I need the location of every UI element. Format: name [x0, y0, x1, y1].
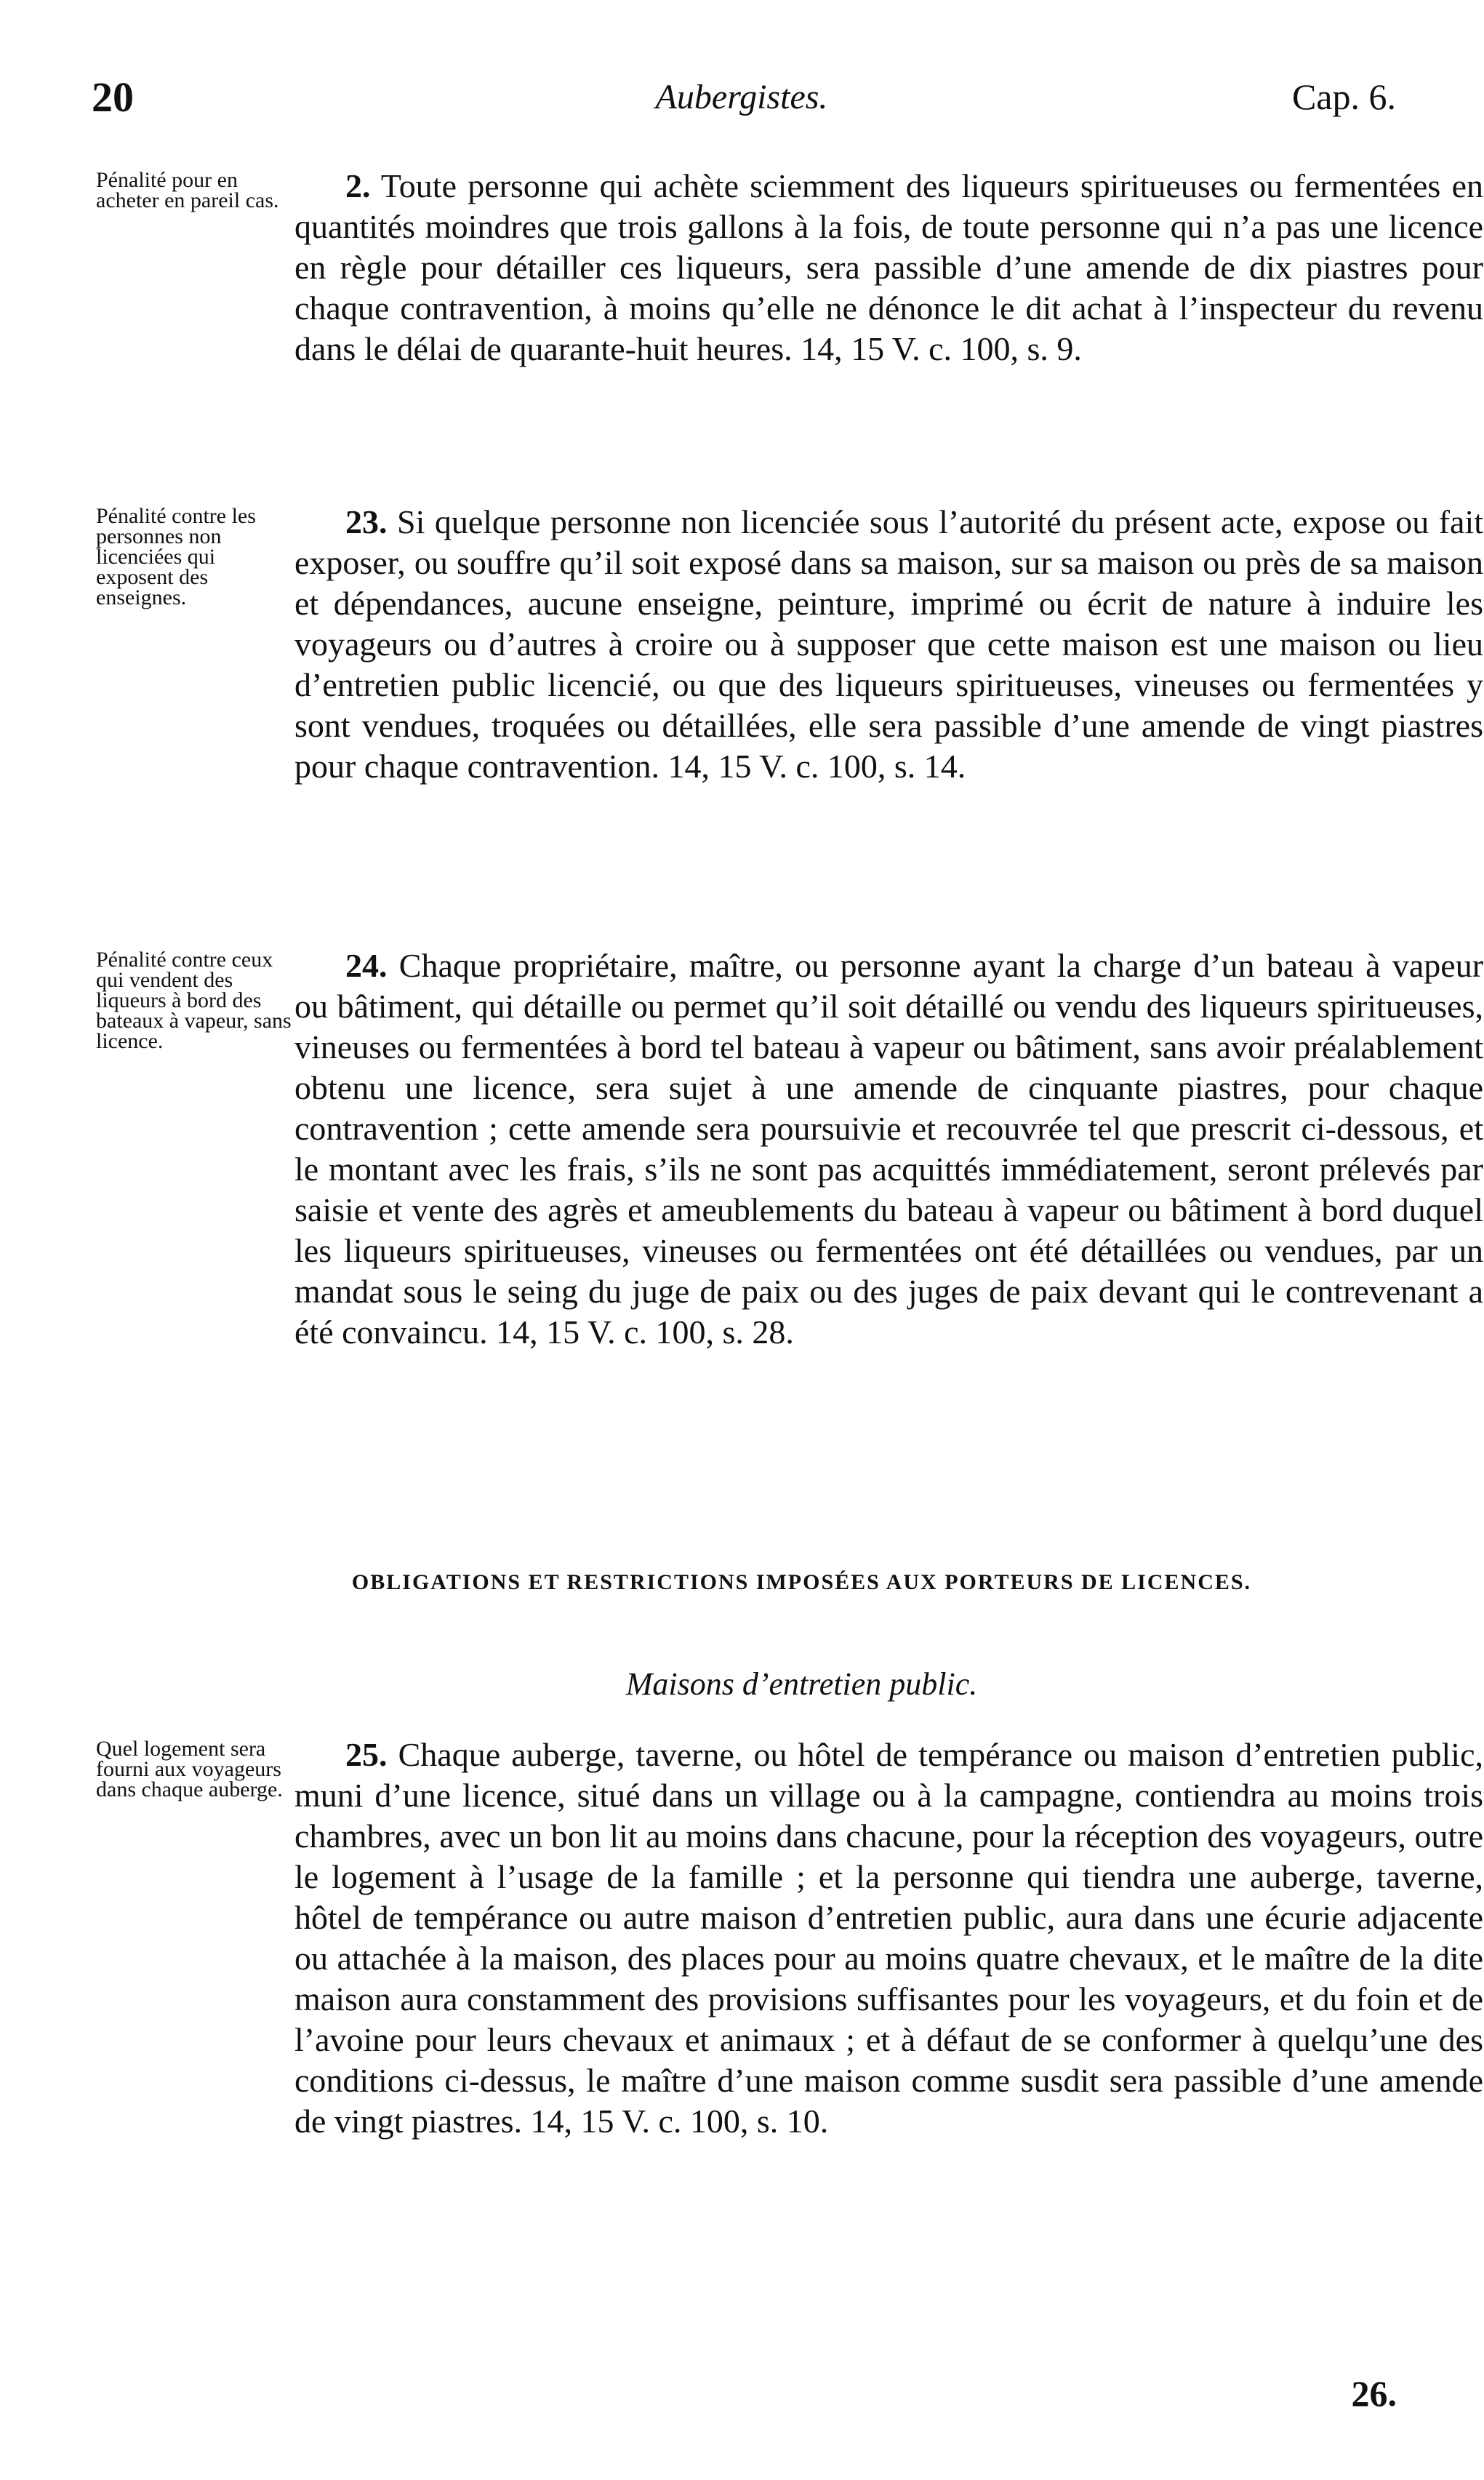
- section-heading: OBLIGATIONS ET RESTRICTIONS IMPOSÉES AUX PORTEURS DE LICENCES.: [351, 1570, 1252, 1594]
- article-body: [294, 166, 1483, 369]
- margin-note: Pénalité pour en acheter en pareil cas.: [96, 168, 279, 212]
- article-body: [294, 502, 1483, 787]
- article-citation: 14, 15 V. c. 100, s. 9.: [801, 330, 1082, 367]
- margin-note: Pénalité contre les personnes non licenciées qui exposent des enseignes.: [96, 504, 256, 609]
- article-citation: 14, 15 V. c. 100, s. 14.: [667, 748, 966, 785]
- page-number: 20: [92, 73, 134, 121]
- catchword: 26.: [1351, 2373, 1397, 2414]
- article-number: 25.: [345, 1736, 388, 1773]
- margin-note: Quel logement sera fourni aux voyageurs dans chaque auberge.: [96, 1737, 283, 1801]
- article-body: [294, 1735, 1483, 2142]
- margin-note: Pénalité contre ceux qui vendent des liqueurs à bord des bateaux à vapeur, sans licence.: [96, 948, 292, 1053]
- article-body: [294, 945, 1483, 1353]
- article-text: Chaque propriétaire, maître, ou personne ayant la charge d’un bateau à vapeur ou bâtiment, qui détaille ou permet qu’il soit détaillé ou vendu des liqueurs spiritueuses, vineuses ou fermentées à bord tel bateau à vapeur ou bâtiment, sans avoir préalablement obtenu une licence, sera sujet à une amende de cinquante piastres, pour chaque contravention ; cette amende sera poursuivie et recouvrée tel que prescrit ci-dessous, et le montant avec les frais, s’ils ne sont pas acquittés immédiatement, seront prélevés par saisie et vente des agrès et ameublements du bateau à vapeur ou bâtiment à bord duquel les liqueurs spiritueuses, vineuses ou fermentées ont été détaillées ou vendues, par un mandat sous le seing du juge de paix ou des juges de paix devant qui le contrevenant a été convaincu.: [294, 947, 1484, 1351]
- article-text: Chaque auberge, taverne, ou hôtel de tempérance ou maison d’entretien public, muni d’une licence, situé dans un village ou à la campagne, contiendra au moins trois chambres, avec un bon lit au moins dans chacune, pour la réception des voyageurs, outre le logement à l’usage de la famille ; et la personne qui tiendra une auberge, taverne, hôtel de tempérance ou autre maison d’entretien public, aura dans une écurie adjacente ou attachée à la maison, des places pour au moins quatre chevaux, et le maître de la dite maison aura constamment des provisions suffisantes pour les voyageurs, et du foin et de l’avoine pour leurs chevaux et animaux ; et à défaut de se conformer à quelqu’une des conditions ci-dessus, le maître d’une maison comme susdit sera passible d’une amende de vingt piastres.: [294, 1736, 1484, 2140]
- article-citation: 14, 15 V. c. 100, s. 28.: [496, 1313, 794, 1351]
- article-number: 2.: [345, 167, 371, 204]
- article-text: Toute personne qui achète sciemment des liqueurs spiritueuses ou fermentées en quantités moindres que trois gallons à la fois, de toute personne qui n’a pas une licence en règle pour détailler ces liqueurs, sera passible d’une amende de dix piastres pour chaque contravention, à moins qu’elle ne dénonce le dit achat à l’inspecteur du revenu dans le délai de quarante-huit heures.: [294, 167, 1483, 367]
- article-citation: 14, 15 V. c. 100, s. 10.: [530, 2103, 829, 2140]
- section-subheading: Maisons d’entretien public.: [625, 1666, 978, 1702]
- chapter-label: Cap. 6.: [1291, 76, 1396, 117]
- running-header: [87, 73, 1396, 138]
- article-number: 23.: [345, 503, 388, 540]
- article-number: 24.: [345, 947, 388, 984]
- article-text: Si quelque personne non licenciée sous l’autorité du présent acte, expose ou fait exposer, ou souffre qu’il soit exposé dans sa maison, sur sa maison ou près de sa maison et dépendances, aucune enseigne, peinture, imprimé ou écrit de nature à induire les voyageurs ou d’autres à croire ou à supposer que cette maison est une maison ou lieu d’entretien public licencié, ou que des liqueurs spiritueuses, vineuses ou fermentées y sont vendues, troquées ou détaillées, elle sera passible d’une amende de vingt piastres pour chaque contravention.: [294, 503, 1484, 785]
- running-title: Aubergistes.: [655, 78, 828, 116]
